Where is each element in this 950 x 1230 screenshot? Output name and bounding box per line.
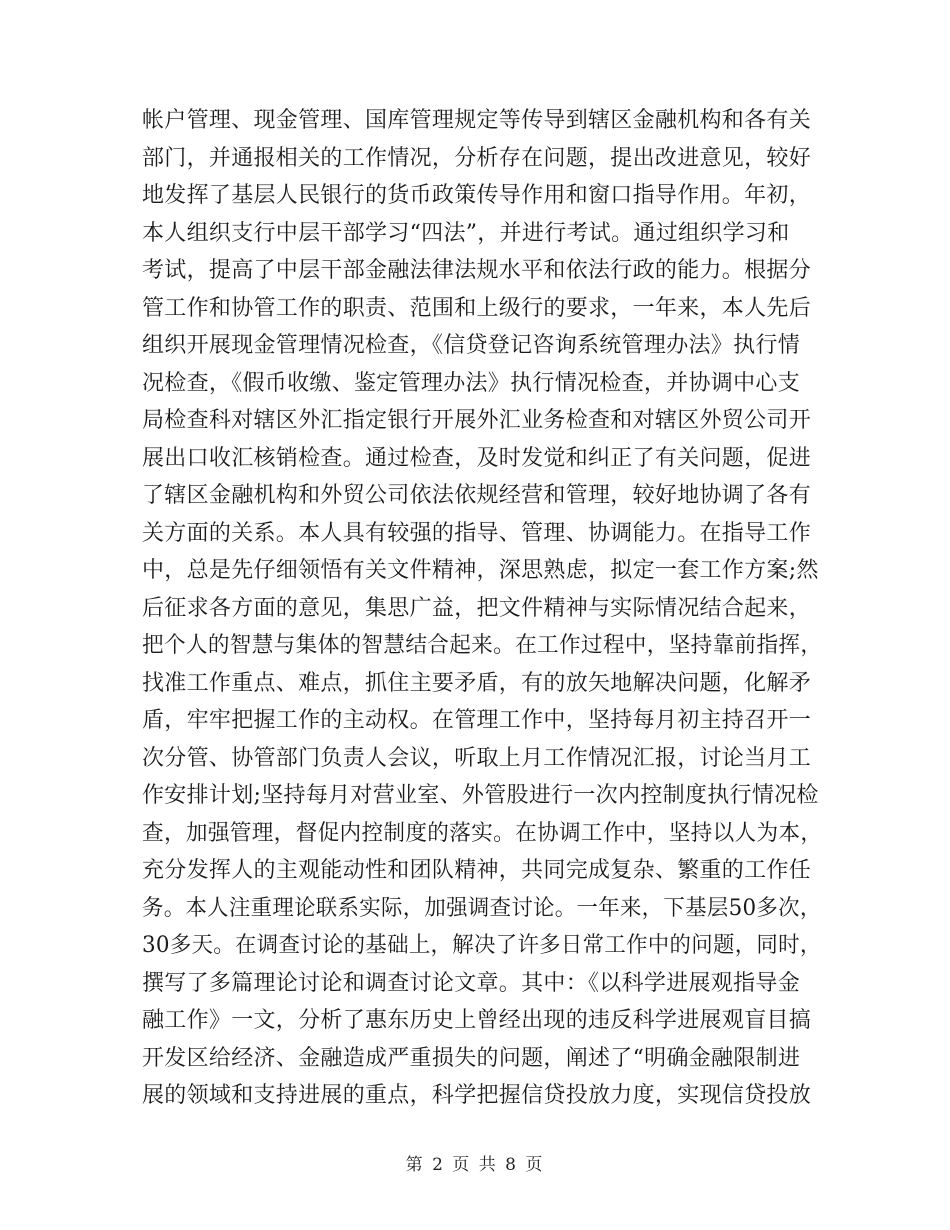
text-line: 管工作和协管工作的职责、范围和上级行的要求，一年来，本人先后 <box>142 295 812 321</box>
text-line: 部门，并通报相关的工作情况，分析存在问题，提出改进意见，较好 <box>142 145 812 171</box>
text-line: 后征求各方面的意见，集思广益，把文件精神与实际情况结合起来， <box>142 595 812 621</box>
text-line: 30多天。在调查讨论的基础上，解决了许多日常工作中的问题，同时， <box>142 933 822 958</box>
text-line: 了辖区金融机构和外贸公司依法依规经营和管理，较好地协调了各有 <box>142 483 812 508</box>
body-text <box>142 102 822 1115</box>
text-line: 充分发挥人的主观能动性和团队精神，共同完成复杂、繁重的工作任 <box>142 858 812 883</box>
text-line: 组织开展现金管理情况检查，《信贷登记咨询系统管理办法》执行情 <box>142 333 801 358</box>
text-line: 撰写了多篇理论讨论和调查讨论文章。其中：《以科学进展观指导金 <box>142 970 801 996</box>
text-line: 局检查科对辖区外汇指定银行开展外汇业务检查和对辖区外贸公司开 <box>142 408 812 433</box>
text-line: 地发挥了基层人民银行的货币政策传导作用和窗口指导作用。年初， <box>142 183 812 208</box>
page-number-footer: 第 2 页 共 8 页 <box>405 1155 545 1175</box>
text-line: 展出口收汇核销检查。通过检查，及时发觉和纠正了有关问题，促进 <box>142 445 812 471</box>
text-line: 盾，牢牢把握工作的主动权。在管理工作中，坚持每月初主持召开一 <box>142 708 812 733</box>
text-line: 本人组织支行中层干部学习“四法”，并进行考试。通过组织学习和 <box>142 220 790 246</box>
text-line: 务。本人注重理论联系实际，加强调查讨论。一年来，下基层50多次， <box>142 895 822 921</box>
text-line: 查，加强管理，督促内控制度的落实。在协调工作中，坚持以人为本， <box>142 820 823 846</box>
text-line: 次分管、协管部门负责人会议，听取上月工作情况汇报，讨论当月工 <box>142 745 812 771</box>
text-line: 展的领域和支持进展的重点，科学把握信贷投放力度，实现信贷投放 <box>142 1083 812 1108</box>
text-line: 作安排计划;坚持每月对营业室、外管股进行一次内控制度执行情况检 <box>142 783 819 808</box>
text-line: 开发区给经济、金融造成严重损失的问题，阐述了“明确金融限制进 <box>142 1045 801 1071</box>
text-line: 关方面的关系。本人具有较强的指导、管理、协调能力。在指导工作 <box>142 520 812 546</box>
text-line: 况检查，《假币收缴、鉴定管理办法》执行情况检查，并协调中心支 <box>142 370 801 396</box>
text-line: 融工作》一文，分析了惠东历史上曾经出现的违反科学进展观盲目搞 <box>142 1008 812 1033</box>
text-line: 找准工作重点、难点，抓住主要矛盾，有的放矢地解决问题，化解矛 <box>142 670 812 696</box>
text-line: 中，总是先仔细领悟有关文件精神，深思熟虑，拟定一套工作方案;然 <box>142 558 819 583</box>
text-line: 把个人的智慧与集体的智慧结合起来。在工作过程中，坚持靠前指挥， <box>142 633 823 658</box>
text-line: 考试，提高了中层干部金融法律法规水平和依法行政的能力。根据分 <box>142 258 812 283</box>
text-line: 帐户管理、现金管理、国库管理规定等传导到辖区金融机构和各有关 <box>142 108 812 133</box>
